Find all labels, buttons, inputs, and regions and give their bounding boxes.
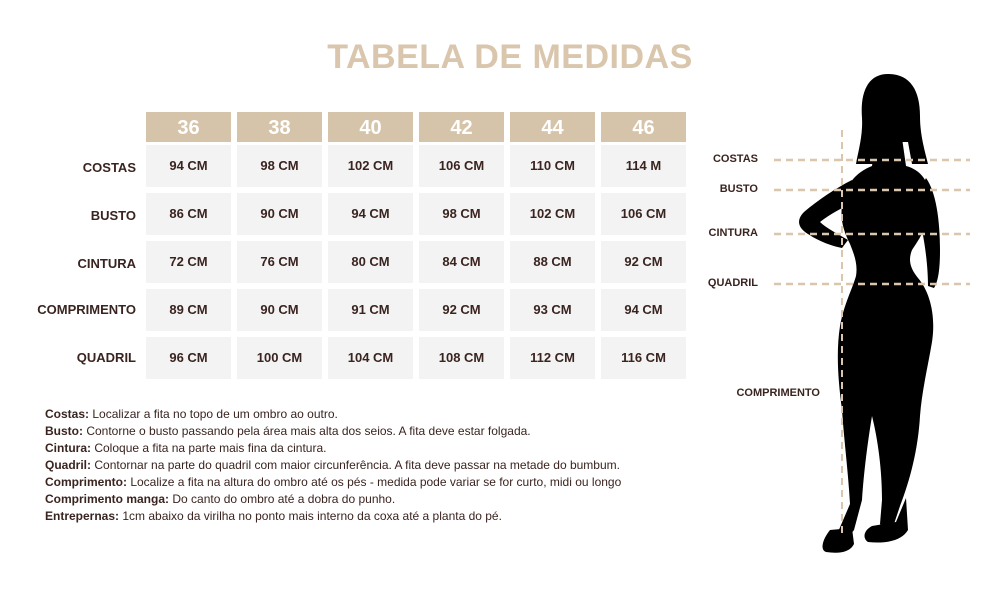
- silhouette-icon: [799, 74, 940, 553]
- table-cell: 116 CM: [601, 337, 686, 379]
- row-label-comprimento: COMPRIMENTO: [37, 302, 136, 317]
- size-header-40: 40: [328, 112, 413, 142]
- table-cell: 94 CM: [328, 193, 413, 235]
- row-label-cintura: CINTURA: [77, 256, 136, 271]
- figure-label-comprimento: COMPRIMENTO: [736, 387, 820, 399]
- size-header-42: 42: [419, 112, 504, 142]
- table-cell: 89 CM: [146, 289, 231, 331]
- figure-label-quadril: QUADRIL: [707, 277, 758, 289]
- note-text: Localizar a fita no topo de um ombro ao outro.: [89, 407, 338, 421]
- table-cell: 102 CM: [510, 193, 595, 235]
- note-term: Comprimento manga:: [45, 492, 170, 506]
- table-cell: 90 CM: [237, 193, 322, 235]
- note-line: [45, 474, 735, 491]
- table-cell: 108 CM: [419, 337, 504, 379]
- note-term: Entrepernas:: [45, 509, 120, 523]
- table-cell: 94 CM: [601, 289, 686, 331]
- page-title: TABELA DE MEDIDAS: [327, 38, 693, 76]
- table-cell: 106 CM: [419, 145, 504, 187]
- row-label-quadril: QUADRIL: [76, 350, 136, 365]
- table-cell: 84 CM: [419, 241, 504, 283]
- measurement-notes: [45, 406, 735, 525]
- note-line: [45, 423, 735, 440]
- table-cell: 72 CM: [146, 241, 231, 283]
- note-term: Comprimento:: [45, 475, 127, 489]
- table-cell: 110 CM: [510, 145, 595, 187]
- table-cell: 106 CM: [601, 193, 686, 235]
- row-label-busto: BUSTO: [90, 208, 136, 223]
- size-header-38: 38: [237, 112, 322, 142]
- note-term: Cintura:: [45, 441, 91, 455]
- note-line: [45, 508, 735, 525]
- table-cell: 92 CM: [601, 241, 686, 283]
- note-line: [45, 491, 735, 508]
- table-cell: 96 CM: [146, 337, 231, 379]
- table-cell: 104 CM: [328, 337, 413, 379]
- row-label-costas: COSTAS: [82, 160, 136, 175]
- note-term: Costas:: [45, 407, 90, 421]
- note-text: Coloque a fita na parte mais fina da cintura.: [91, 441, 327, 455]
- table-cell: 91 CM: [328, 289, 413, 331]
- table-cell: 112 CM: [510, 337, 595, 379]
- table-cell: 93 CM: [510, 289, 595, 331]
- size-header-46: 46: [601, 112, 686, 142]
- note-text: Localize a fita na altura do ombro até os pés - medida pode variar se for curto, midi ou longo: [127, 475, 622, 489]
- note-text: Contornar na parte do quadril com maior circunferência. A fita deve passar na metade do bumbum.: [91, 458, 620, 472]
- figure-label-busto: BUSTO: [719, 183, 758, 195]
- table-cell: 80 CM: [328, 241, 413, 283]
- table-cell: 114 M: [601, 145, 686, 187]
- table-cell: 98 CM: [237, 145, 322, 187]
- note-line: [45, 440, 735, 457]
- size-header-44: 44: [510, 112, 595, 142]
- table-cell: 94 CM: [146, 145, 231, 187]
- figure-label-cintura: CINTURA: [708, 227, 758, 239]
- table-cell: 100 CM: [237, 337, 322, 379]
- table-cell: 86 CM: [146, 193, 231, 235]
- table-cell: 90 CM: [237, 289, 322, 331]
- size-header-36: 36: [146, 112, 231, 142]
- table-cell: 92 CM: [419, 289, 504, 331]
- note-text: Contorne o busto passando pela área mais alta dos seios. A fita deve estar folgada.: [83, 424, 531, 438]
- note-line: [45, 406, 735, 423]
- table-cell: 76 CM: [237, 241, 322, 283]
- note-line: [45, 457, 735, 474]
- note-text: Do canto do ombro até a dobra do punho.: [169, 492, 396, 506]
- table-cell: 102 CM: [328, 145, 413, 187]
- note-term: Quadril:: [45, 458, 92, 472]
- table-cell: 88 CM: [510, 241, 595, 283]
- figure-label-costas: COSTAS: [712, 153, 758, 165]
- note-text: 1cm abaixo da virilha no ponto mais interno da coxa até a planta do pé.: [119, 509, 502, 523]
- table-cell: 98 CM: [419, 193, 504, 235]
- note-term: Busto:: [45, 424, 83, 438]
- body-silhouette-figure: [760, 60, 980, 560]
